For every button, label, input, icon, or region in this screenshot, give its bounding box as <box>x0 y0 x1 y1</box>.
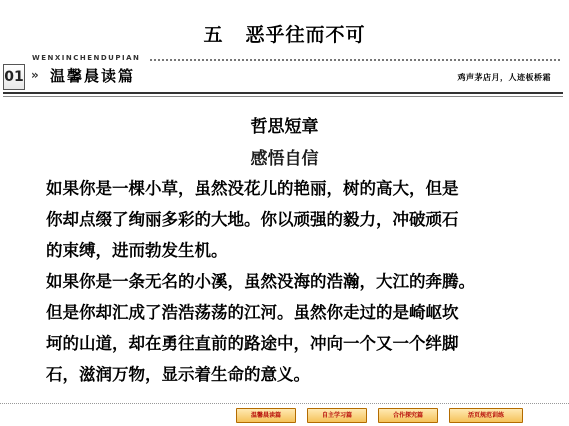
nav-button-morning-reading[interactable]: 温馨晨读篇 <box>236 408 296 423</box>
nav-button-self-study[interactable]: 自主学习篇 <box>307 408 367 423</box>
lesson-number: 五 <box>203 24 224 46</box>
section-pinyin: WENXINCHENDUPIAN <box>32 54 141 62</box>
article-body <box>46 173 546 390</box>
body-line: 你却点缀了绚丽多彩的大地。你以顽强的毅力，冲破顽石 <box>46 210 459 229</box>
article-subheading: 感悟自信 <box>250 149 319 169</box>
lesson-title <box>0 20 569 47</box>
dotted-divider <box>150 59 560 61</box>
chevron-right-icon: » <box>31 68 39 82</box>
header-rule-thin <box>3 96 563 97</box>
body-line: 石，滋润万物，显示着生命的意义。 <box>46 365 310 384</box>
body-line: 如果你是一棵小草，虽然没花儿的艳丽，树的高大，但是 <box>46 179 459 198</box>
header-rule <box>3 92 563 94</box>
lesson-name: 恶乎往而不可 <box>245 24 366 46</box>
body-line: 坷的山道，却在勇往直前的路途中，冲向一个又一个绊脚 <box>46 334 459 353</box>
body-line: 但是你却汇成了浩浩荡荡的江河。虽然你走过的是崎岖坎 <box>46 303 459 322</box>
header-motto: 鸡声茅店月，人迹板桥霜 <box>457 72 551 82</box>
section-name: 温馨晨读篇 <box>50 67 136 85</box>
nav-button-standard-training[interactable]: 活页规范训练 <box>449 408 523 423</box>
body-line: 如果你是一条无名的小溪，虽然没海的浩瀚，大江的奔腾。 <box>46 272 475 291</box>
nav-button-cooperative-inquiry[interactable]: 合作探究篇 <box>378 408 438 423</box>
section-header <box>0 52 569 96</box>
section-badge: 01 <box>3 64 25 90</box>
footer-divider <box>0 403 569 404</box>
body-line: 的束缚，进而勃发生机。 <box>46 241 228 260</box>
article-heading: 哲思短章 <box>250 117 319 137</box>
